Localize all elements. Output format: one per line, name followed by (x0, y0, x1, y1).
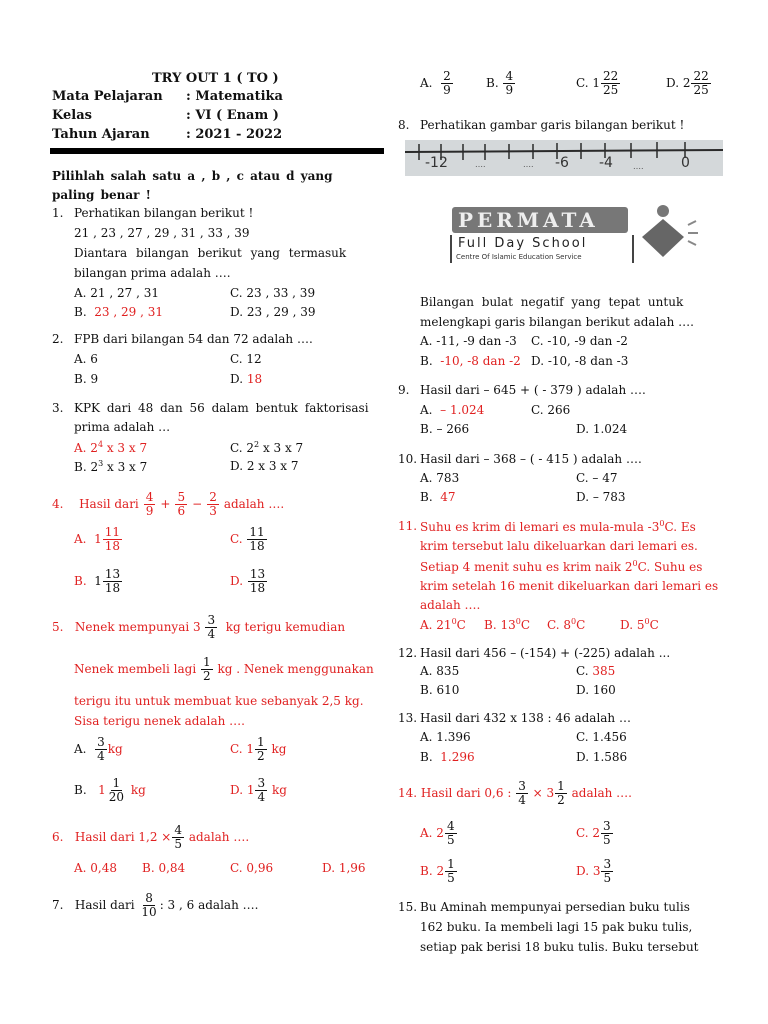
q14-option-a[interactable]: A. 2 $\frac{4}{5}$ (420, 819, 455, 847)
tick-label: …. (475, 160, 486, 169)
q5-option-b[interactable]: B. 1 $\frac{1}{20}$ kg (74, 776, 146, 804)
q4-option-a[interactable]: A. 1 $\frac{11}{18}$ (74, 525, 121, 553)
q14-option-c[interactable]: C. 2 $\frac{3}{5}$ (576, 819, 611, 847)
q5-option-c[interactable]: C. 1 $\frac{1}{2}$ kg (230, 735, 287, 763)
header-label-class: Kelas (52, 108, 92, 123)
q8-text-2: Bilangan bulat negatif yang tepat untuk (420, 295, 684, 309)
q13-option-b[interactable]: B. 1.296 (420, 750, 475, 764)
logo-line-1: Full Day School (458, 236, 588, 251)
q5-number: 5. (52, 620, 64, 635)
q4-option-d[interactable]: D. $\frac{13}{18}$ (230, 567, 266, 595)
q11-line-3: Setiap 4 menit suhu es krim naik $2^0C$. Suhu es (420, 559, 703, 574)
q11-line-1: Suhu es krim di lemari es mula-mula $-3^0C$. Es (420, 519, 696, 534)
q3-option-c[interactable]: C. $2^2$ x 3 x 7 (230, 440, 304, 455)
q12-option-a[interactable]: A. 835 (420, 664, 460, 678)
q7-question: 7. Hasil dari $\frac{8}{10}$ : 3 , 6 adalah …. (52, 891, 259, 919)
q11-option-a[interactable]: A. $21^0C$ (420, 617, 466, 632)
number-line-image (405, 140, 723, 176)
logo-diamond-icon (640, 203, 700, 267)
q15-line-3: setiap pak berisi 18 buku tulis. Buku tersebut (420, 940, 699, 954)
school-logo (450, 203, 700, 267)
q14-number: 14. (398, 786, 418, 801)
header-value-year: : 2021 - 2022 (186, 127, 283, 142)
q1-option-d[interactable]: D. 23 , 29 , 39 (230, 305, 316, 319)
q8-option-d[interactable]: D. -10, -8 dan -3 (531, 354, 629, 368)
tick-label: -12 (425, 155, 448, 171)
q2-number: 2. (52, 332, 64, 346)
q1-option-c[interactable]: C. 23 , 33 , 39 (230, 286, 316, 300)
q5-line-1: 5. Nenek mempunyai 3 $\frac{3}{4}$ kg terigu kemudian (52, 613, 346, 641)
q5-line-4: Sisa terigu nenek adalah …. (74, 714, 245, 728)
q1-text-3: bilangan prima adalah …. (74, 266, 231, 280)
q5-option-a[interactable]: A. $\frac{3}{4}$ kg (74, 735, 123, 763)
q3-option-b[interactable]: B. $2^3$ x 3 x 7 (74, 459, 148, 474)
header-divider (50, 148, 384, 154)
q6-option-d[interactable]: D. 1,96 (322, 861, 366, 875)
q11-line-2: krim tersebut lalu dikeluarkan dari lemari es. (420, 539, 698, 553)
q15-number: 15. (398, 900, 418, 914)
q14-question: 14. Hasil dari 0,6 : $\frac{3}{4}$ × 3 $\frac{1}{2}$ adalah …. (398, 779, 632, 807)
q4-number: 4. (52, 497, 64, 512)
q12-number: 12. (398, 646, 418, 660)
q9-option-a[interactable]: A. – 1.024 (420, 403, 485, 417)
q2-option-c[interactable]: C. 12 (230, 352, 262, 366)
q12-option-b[interactable]: B. 610 (420, 683, 460, 697)
q3-text-2: prima adalah … (74, 420, 171, 434)
q4-option-b[interactable]: B. 1 $\frac{13}{18}$ (74, 567, 121, 595)
q2-text: FPB dari bilangan 54 dan 72 adalah …. (74, 332, 313, 346)
q9-option-b[interactable]: B. – 266 (420, 422, 470, 436)
logo-line-2: Centre Of Islamic Education Service (456, 253, 582, 261)
q13-option-c[interactable]: C. 1.456 (576, 730, 627, 744)
q9-option-d[interactable]: D. 1.024 (576, 422, 628, 436)
q6-question: 6. Hasil dari 1,2 × $\frac{4}{5}$ adalah …. (52, 823, 250, 851)
header-label-year: Tahun Ajaran (52, 127, 150, 142)
q2-option-b[interactable]: B. 9 (74, 372, 99, 386)
q7-option-b[interactable]: B. $\frac{4}{9}$ (486, 69, 514, 97)
q14-option-b[interactable]: B. 2 $\frac{1}{5}$ (420, 857, 455, 885)
q6-number: 6. (52, 830, 64, 845)
q13-option-d[interactable]: D. 1.586 (576, 750, 628, 764)
q11-option-c[interactable]: C. $8^0C$ (547, 617, 586, 632)
q5-option-d[interactable]: D. 1 $\frac{3}{4}$ kg (230, 776, 287, 804)
q3-number: 3. (52, 401, 64, 415)
q3-text: KPK dari 48 dan 56 dalam bentuk faktorisasi (74, 401, 369, 415)
q3-option-a[interactable]: A. $2^4$ x 3 x 7 (74, 440, 148, 455)
q2-option-d[interactable]: D. 18 (230, 372, 263, 386)
q9-number: 9. (398, 383, 410, 397)
q7-option-c[interactable]: C. 1 $\frac{22}{25}$ (576, 69, 619, 97)
q3-option-d[interactable]: D. 2 x 3 x 7 (230, 459, 299, 473)
q8-number: 8. (398, 118, 410, 132)
q2-option-a[interactable]: A. 6 (74, 352, 98, 366)
q11-option-d[interactable]: D. $5^0C$ (620, 617, 659, 632)
q9-option-c[interactable]: C. 266 (531, 403, 571, 417)
q7-option-d[interactable]: D. 2 $\frac{22}{25}$ (666, 69, 709, 97)
q1-option-b[interactable]: B. 23 , 29 , 31 (74, 305, 163, 319)
q9-text: Hasil dari – 645 + ( - 379 ) adalah …. (420, 383, 646, 397)
q11-option-b[interactable]: B. $13^0C$ (484, 617, 530, 632)
q13-number: 13. (398, 711, 418, 725)
q7-number: 7. (52, 898, 64, 913)
q1-number: 1. (52, 206, 64, 220)
q8-option-c[interactable]: C. -10, -9 dan -2 (531, 334, 628, 348)
q14-option-d[interactable]: D. 3 $\frac{3}{5}$ (576, 857, 612, 885)
q6-option-a[interactable]: A. 0,48 (74, 861, 118, 875)
tick-label: …. (523, 160, 534, 169)
q10-option-b[interactable]: B. 47 (420, 490, 456, 504)
q10-number: 10. (398, 452, 418, 466)
q12-option-c[interactable]: C. 385 (576, 664, 616, 678)
q8-option-b[interactable]: B. -10, -8 dan -2 (420, 354, 521, 368)
tick-label: -6 (555, 155, 569, 171)
page-title: TRY OUT 1 ( TO ) (152, 71, 279, 86)
q1-text: Perhatikan bilangan berikut ! (74, 206, 254, 220)
tick-label: 0 (681, 155, 690, 171)
q12-option-d[interactable]: D. 160 (576, 683, 616, 697)
q4-option-c[interactable]: C. $\frac{11}{18}$ (230, 525, 265, 553)
q13-text: Hasil dari 432 x 138 : 46 adalah … (420, 711, 631, 725)
q11-line-4: krim setelah 16 menit dikeluarkan dari lemari es (420, 579, 719, 593)
q8-text: Perhatikan gambar garis bilangan berikut ! (420, 118, 685, 132)
q6-option-c[interactable]: C. 0,96 (230, 861, 274, 875)
header-label-subject: Mata Pelajaran (52, 89, 163, 104)
q5-line-3: terigu itu untuk membuat kue sebanyak 2,5 kg. (74, 694, 364, 708)
q7-option-a[interactable]: A. $\frac{2}{9}$ (420, 69, 451, 97)
q1-option-a[interactable]: A. 21 , 27 , 31 (74, 286, 159, 300)
q11-line-5: adalah …. (420, 598, 481, 612)
q10-text: Hasil dari – 368 – ( - 415 ) adalah …. (420, 452, 642, 466)
q5-line-2: Nenek membeli lagi $\frac{1}{2}$ kg . Nenek menggunakan (74, 655, 374, 683)
header-value-class: : VI ( Enam ) (186, 108, 279, 123)
logo-brand-text: PERMATA (458, 208, 599, 232)
instruction-text: Pilihlah salah satu a , b , c atau d yang paling benar ! (52, 169, 333, 202)
q15-line-1: Bu Aminah mempunyai persedian buku tulis (420, 900, 690, 914)
q10-option-a[interactable]: A. 783 (420, 471, 460, 485)
q8-text-3: melengkapi garis bilangan berikut adalah …. (420, 315, 694, 329)
q13-option-a[interactable]: A. 1.396 (420, 730, 471, 744)
q8-option-a[interactable]: A. -11, -9 dan -3 (420, 334, 517, 348)
header-value-subject: : Matematika (186, 89, 283, 104)
q15-line-2: 162 buku. Ia membeli lagi 15 pak buku tulis, (420, 920, 693, 934)
tick-label: -4 (599, 155, 613, 171)
q10-option-d[interactable]: D. – 783 (576, 490, 626, 504)
tick-label: …. (633, 162, 644, 171)
q1-text-2: Diantara bilangan berikut yang termasuk (74, 246, 347, 260)
q4-text: Hasil dari (79, 497, 139, 512)
q6-option-b[interactable]: B. 0,84 (142, 861, 186, 875)
q12-text: Hasil dari 456 – (-154) + (-225) adalah ... (420, 646, 671, 660)
q4-question: 4. Hasil dari $\frac{4}{9}$ + $\frac{5}{6}$ − $\frac{2}{3}$ adalah …. (52, 490, 285, 518)
q1-numbers: 21 , 23 , 27 , 29 , 31 , 33 , 39 (74, 226, 250, 240)
q10-option-c[interactable]: C. – 47 (576, 471, 618, 485)
q11-number: 11. (398, 519, 418, 533)
